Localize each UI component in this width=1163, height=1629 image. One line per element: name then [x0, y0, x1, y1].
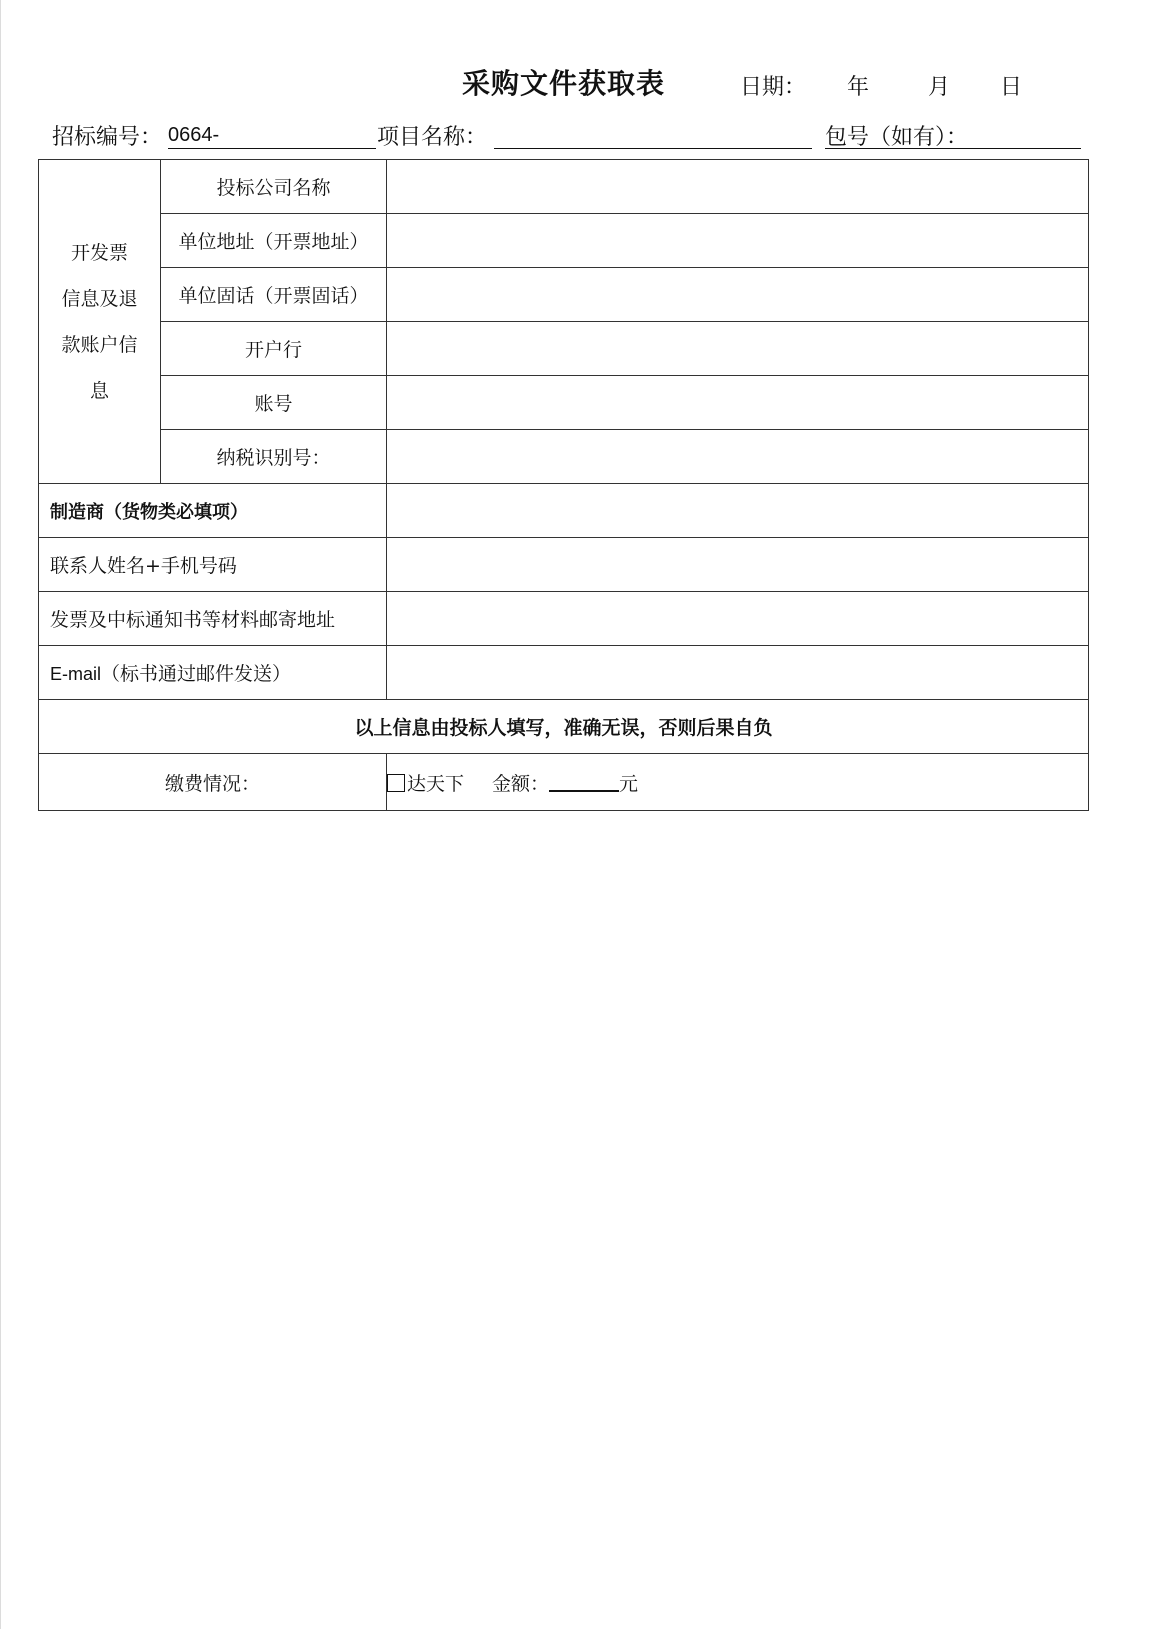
table-row [39, 376, 1089, 430]
date-month-label: 月 [928, 75, 951, 100]
table-row [39, 592, 1089, 646]
amount-unit: 元 [619, 772, 639, 795]
mailing-address-label: 发票及中标通知书等材料邮寄地址 [39, 592, 387, 646]
bank-label: 开户行 [161, 322, 387, 376]
amount-field[interactable] [549, 770, 619, 792]
table-row [39, 268, 1089, 322]
mailing-address-input[interactable] [387, 592, 1089, 646]
table-row [39, 484, 1089, 538]
table-row [39, 538, 1089, 592]
manufacturer-label: 制造商（货物类必填项） [39, 484, 387, 538]
unit-phone-label: 单位固话（开票固话） [161, 268, 387, 322]
bid-number-field[interactable]: 0664- [168, 120, 376, 149]
table-row [39, 160, 1089, 214]
date-year-label: 年 [847, 75, 870, 100]
table-row [39, 214, 1089, 268]
email-label [39, 646, 387, 700]
date-day-label: 日 [1000, 75, 1023, 100]
project-name-field[interactable] [494, 120, 812, 149]
company-name-label: 投标公司名称 [161, 160, 387, 214]
title-line [0, 62, 1163, 102]
company-name-input[interactable] [387, 160, 1089, 214]
payment-option-checkbox[interactable] [387, 774, 405, 792]
table-row [39, 700, 1089, 754]
email-note: （标书通过邮件发送） [101, 663, 292, 685]
tax-id-label: 纳税识别号： [161, 430, 387, 484]
table-row [39, 646, 1089, 700]
invoice-group-line: 开发票 [70, 241, 128, 264]
meta-line [0, 120, 1163, 152]
table-row [39, 754, 1089, 811]
package-number-field[interactable]: 包号（如有）： [825, 120, 1081, 149]
project-name-label: 项目名称： [377, 125, 488, 150]
invoice-group-line: 息 [89, 379, 109, 402]
disclaimer-notice: 以上信息由投标人填写，准确无误，否则后果自负 [39, 700, 1089, 754]
contact-label: 联系人姓名+手机号码 [39, 538, 387, 592]
invoice-group-label [39, 160, 161, 484]
tax-id-input[interactable] [387, 430, 1089, 484]
payment-label: 缴费情况： [39, 754, 387, 811]
payment-option-label: 达天下 [407, 772, 465, 795]
bank-input[interactable] [387, 322, 1089, 376]
unit-address-input[interactable] [387, 214, 1089, 268]
invoice-group-line: 款账户信 [61, 333, 138, 356]
email-prefix: E-mail [50, 664, 102, 684]
amount-label: 金额： [492, 772, 550, 795]
bid-number-label: 招标编号： [52, 125, 163, 150]
table-row [39, 322, 1089, 376]
table-row [39, 430, 1089, 484]
page-title: 采购文件获取表 [462, 67, 666, 100]
email-input[interactable] [387, 646, 1089, 700]
unit-address-label: 单位地址（开票地址） [161, 214, 387, 268]
date-label: 日期： [740, 75, 807, 100]
acquisition-form-table [38, 159, 1089, 811]
payment-cell [387, 754, 1089, 811]
manufacturer-input[interactable] [387, 484, 1089, 538]
account-input[interactable] [387, 376, 1089, 430]
page-edge-divider [0, 0, 1, 1629]
account-label: 账号 [161, 376, 387, 430]
contact-input[interactable] [387, 538, 1089, 592]
invoice-group-line: 信息及退 [61, 287, 138, 310]
unit-phone-input[interactable] [387, 268, 1089, 322]
